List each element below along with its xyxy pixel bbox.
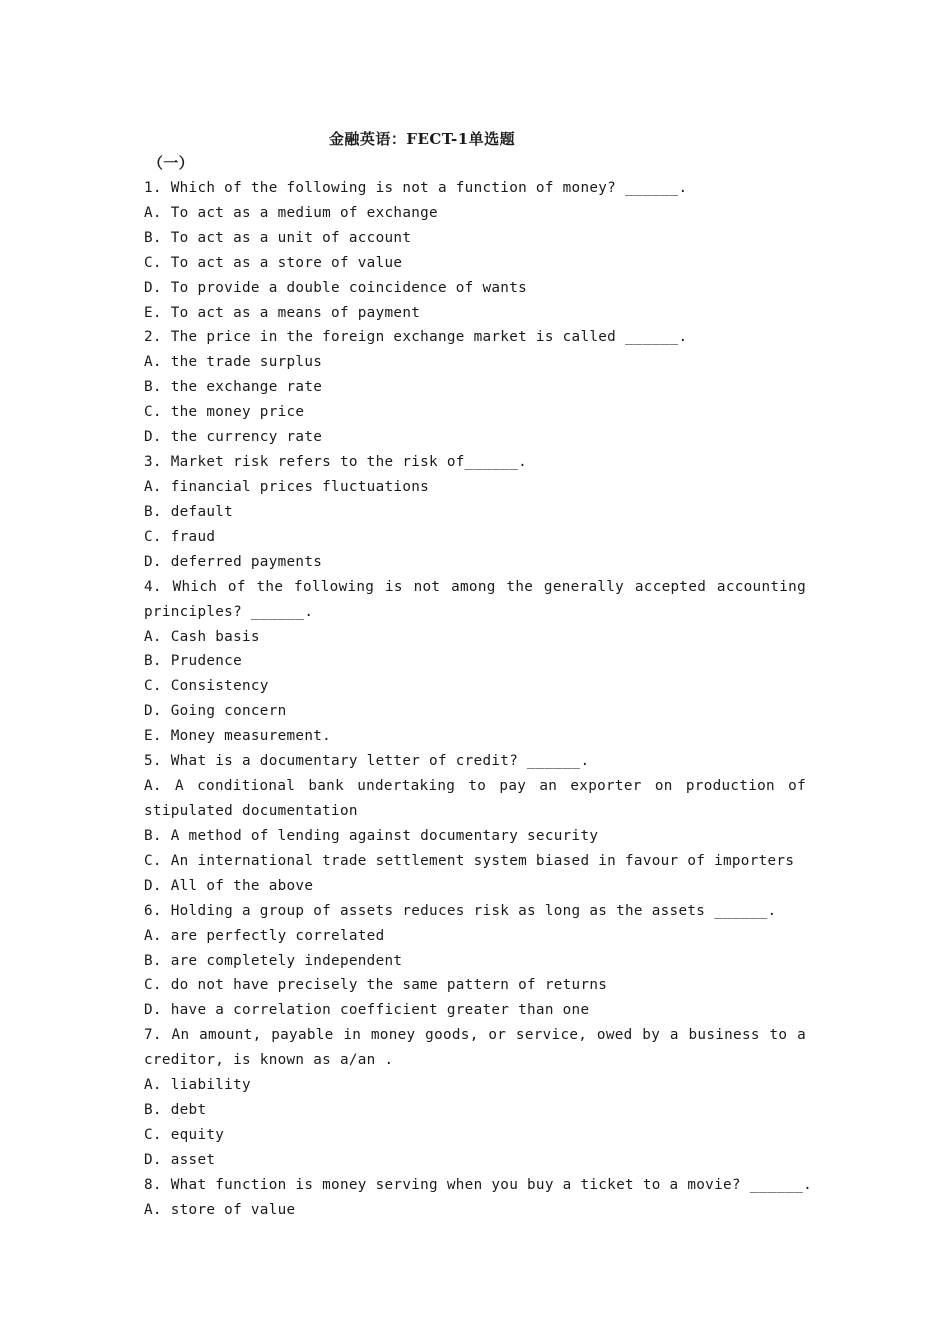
document-title: 金融英语：FECT-1单选题 xyxy=(328,130,516,148)
option-q2-c: C. the money price xyxy=(144,404,305,421)
document-body xyxy=(144,151,813,1223)
option-q4-d: D. Going concern xyxy=(144,703,287,720)
option-q7-a: A. liability xyxy=(144,1077,251,1094)
option-q1-b: B. To act as a unit of account xyxy=(144,229,412,246)
option-q5-d: D. All of the above xyxy=(144,877,314,894)
option-q3-c: C. fraud xyxy=(144,528,216,545)
option-q2-d: D. the currency rate xyxy=(144,429,323,446)
option-q1-a: A. To act as a medium of exchange xyxy=(144,204,438,221)
section-heading: （一） xyxy=(148,154,194,172)
option-q8-a: A. store of value xyxy=(144,1201,296,1218)
option-q2-b: B. the exchange rate xyxy=(144,379,323,396)
question-7: 7. An amount, payable in money goods, or service, owed by a business to a xyxy=(144,1027,806,1044)
option-q3-b: B. default xyxy=(144,503,234,520)
option-q4-c: C. Consistency xyxy=(144,678,269,695)
option-q1-c: C. To act as a store of value xyxy=(144,254,403,271)
option-q5-c: C. An international trade settlement system biased in favour of importers xyxy=(144,852,795,869)
question-7-continued: creditor, is known as a/an . xyxy=(144,1052,394,1069)
question-3: 3. Market risk refers to the risk of______. xyxy=(144,454,528,471)
option-q2-a: A. the trade surplus xyxy=(144,354,323,371)
question-2: 2. The price in the foreign exchange market is called ______. xyxy=(144,329,688,346)
option-q3-a: A. financial prices fluctuations xyxy=(144,478,430,495)
question-1: 1. Which of the following is not a function of money? ______. xyxy=(144,179,688,196)
option-q7-c: C. equity xyxy=(144,1126,225,1143)
option-q7-d: D. asset xyxy=(144,1151,216,1168)
question-5: 5. What is a documentary letter of credit? ______. xyxy=(144,753,590,770)
option-q4-a: A. Cash basis xyxy=(144,628,260,645)
question-4-continued: principles? ______. xyxy=(144,603,314,620)
question-8: 8. What function is money serving when you buy a ticket to a movie? ______. xyxy=(144,1176,813,1193)
option-q5-a: A. A conditional bank undertaking to pay an exporter on production of xyxy=(144,778,806,795)
option-q4-b: B. Prudence xyxy=(144,653,242,670)
option-q5-b: B. A method of lending against documentary security xyxy=(144,827,599,844)
option-q6-b: B. are completely independent xyxy=(144,952,403,969)
option-q6-d: D. have a correlation coefficient greater than one xyxy=(144,1002,590,1019)
option-q1-d: D. To provide a double coincidence of wants xyxy=(144,279,528,296)
option-q1-e: E. To act as a means of payment xyxy=(144,304,421,321)
option-q6-c: C. do not have precisely the same pattern of returns xyxy=(144,977,608,994)
option-q7-b: B. debt xyxy=(144,1102,207,1119)
option-q4-e: E. Money measurement. xyxy=(144,728,332,745)
option-q6-a: A. are perfectly correlated xyxy=(144,927,385,944)
option-q5-a-continued: stipulated documentation xyxy=(144,802,358,819)
option-q3-d: D. deferred payments xyxy=(144,553,323,570)
question-6: 6. Holding a group of assets reduces risk as long as the assets ______. xyxy=(144,902,777,919)
question-4: 4. Which of the following is not among the generally accepted accounting xyxy=(144,578,806,595)
